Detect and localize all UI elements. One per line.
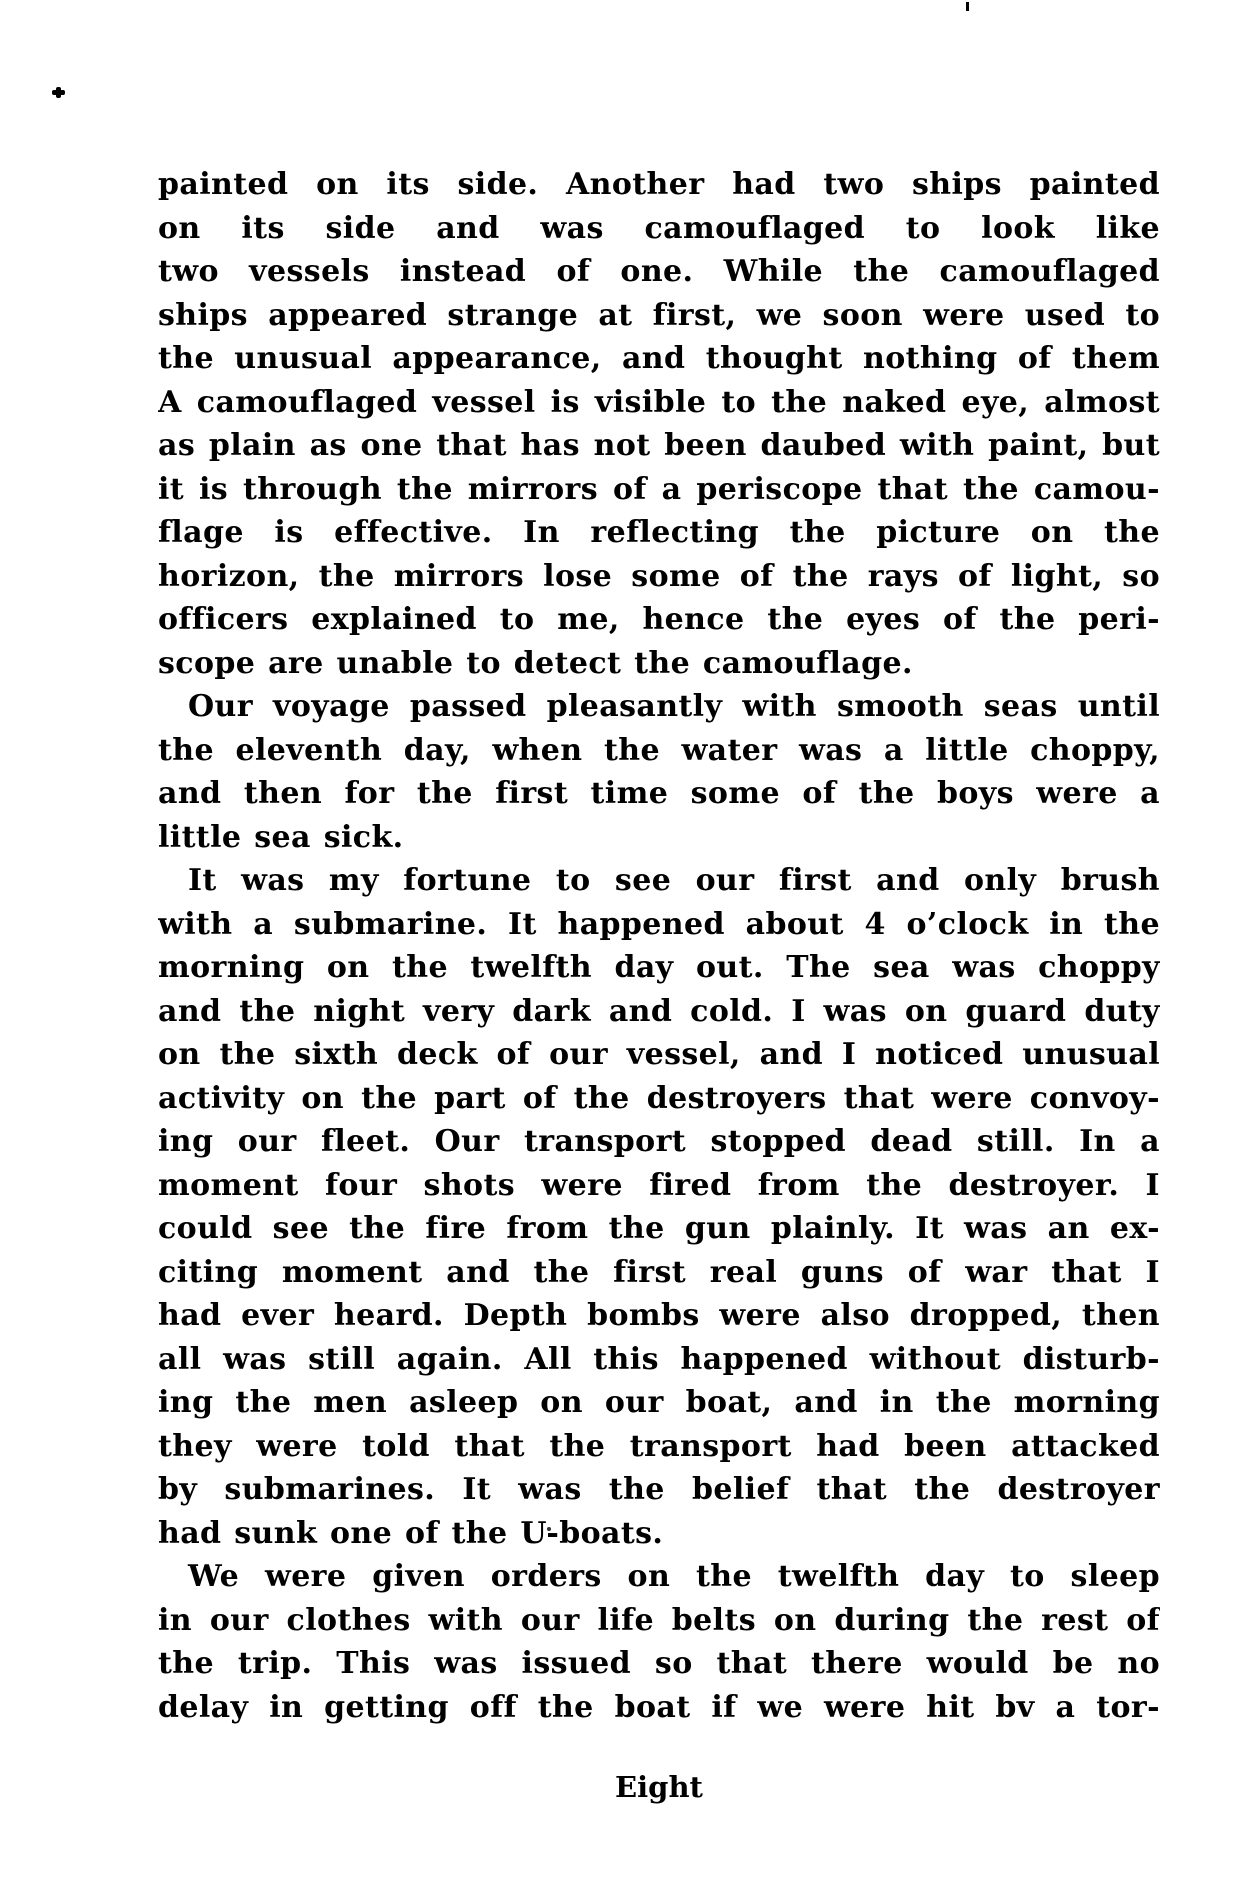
- text-line: A camouflaged vessel is visible to the naked eye, almost: [158, 384, 1160, 420]
- text-line: Our voyage passed pleasantly with smooth seas until: [188, 689, 1160, 724]
- page-text: [158, 163, 1160, 1729]
- text-line: had sunk one of the U-boats.: [158, 1515, 664, 1551]
- text-line: ing the men asleep on our boat, and in the morning: [158, 1385, 1160, 1420]
- text-line: on the sixth deck of our vessel, and I noticed unusual: [158, 1037, 1160, 1072]
- text-line: could see the fire from the gun plainly. It was an ex-: [158, 1211, 1160, 1246]
- text-line: activity on the part of the destroyers that were convoy-: [158, 1080, 1160, 1116]
- text-line: We were given orders on the twelfth day to sleep: [188, 1559, 1160, 1594]
- text-line: citing moment and the first real guns of war that I: [158, 1254, 1160, 1290]
- text-line: it is through the mirrors of a periscope that the camou-: [158, 471, 1160, 507]
- text-line: two vessels instead of one. While the camouflaged: [158, 254, 1160, 289]
- text-line: little sea sick.: [158, 819, 404, 855]
- text-line: and then for the first time some of the boys were a: [158, 776, 1160, 811]
- text-line: officers explained to me, hence the eyes of the peri-: [158, 602, 1160, 637]
- text-line: in our clothes with our life belts on during the rest of: [158, 1602, 1160, 1638]
- scan-speck-mark: [52, 90, 65, 95]
- text-line: and the night very dark and cold. I was on guard duty: [158, 993, 1160, 1029]
- text-line: the unusual appearance, and thought nothing of them: [158, 341, 1160, 376]
- page-number: Eight: [615, 1770, 703, 1804]
- text-line: moment four shots were fired from the destroyer. I: [158, 1167, 1160, 1203]
- text-line: as plain as one that has not been daubed with paint, but: [158, 428, 1160, 463]
- scan-speck-tick: [966, 2, 969, 11]
- text-line: flage is effective. In reflecting the picture on the: [158, 515, 1160, 550]
- text-line: morning on the twelfth day out. The sea was choppy: [158, 950, 1160, 985]
- text-line: by submarines. It was the belief that the destroyer: [158, 1472, 1160, 1507]
- text-line: had ever heard. Depth bombs were also dropped, then: [158, 1298, 1160, 1333]
- text-line: they were told that the transport had been attacked: [158, 1428, 1160, 1464]
- text-line: painted on its side. Another had two ships painted: [158, 167, 1160, 202]
- text-line: scope are unable to detect the camouflage.: [158, 645, 913, 681]
- text-line: ships appeared strange at first, we soon were used to: [158, 297, 1160, 333]
- text-line: delay in getting off the boat if we were hit bv a tor-: [158, 1689, 1160, 1725]
- text-line: the eleventh day, when the water was a little choppy,: [158, 732, 1160, 768]
- text-line: with a submarine. It happened about 4 o’clock in the: [158, 906, 1160, 942]
- text-line: ing our fleet. Our transport stopped dead still. In a: [158, 1124, 1160, 1159]
- text-line: on its side and was camouflaged to look like: [158, 210, 1160, 246]
- text-line: horizon, the mirrors lose some of the rays of light, so: [158, 558, 1160, 594]
- text-line: all was still again. All this happened without disturb-: [158, 1341, 1160, 1377]
- text-line: the trip. This was issued so that there would be no: [158, 1646, 1160, 1681]
- text-line: It was my fortune to see our first and only brush: [188, 863, 1160, 898]
